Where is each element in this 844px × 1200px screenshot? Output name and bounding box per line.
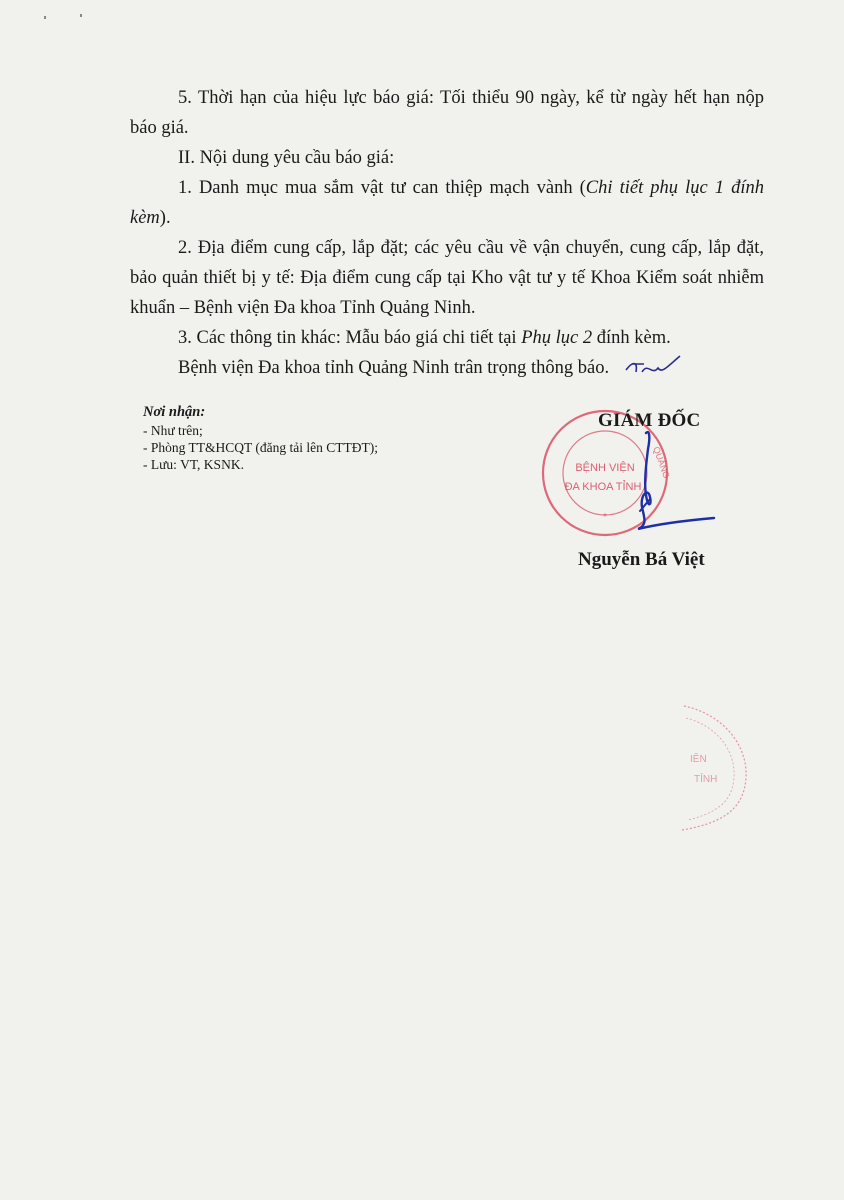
item-3-appendix-ref: Phụ lục 2 bbox=[521, 328, 593, 348]
item-2-delivery-location: 2. Địa điểm cung cấp, lắp đặt; các yêu cầu về vận chuyển, cung cấp, lắp đặt, bảo quản thiết bị y tế: Địa điểm cung cấp tại Kho vật tư y tế Khoa Kiểm soát nhiễm khuẩn – Bệnh viện Đa khoa Tỉnh Quảng Ninh. bbox=[130, 238, 764, 318]
closing-statement: Bệnh viện Đa khoa tỉnh Quảng Ninh trân trọng thông báo. bbox=[178, 358, 610, 378]
scan-speck bbox=[44, 16, 46, 19]
item-3-other-info bbox=[130, 323, 764, 353]
recipient-item: - Như trên; bbox=[143, 423, 203, 438]
item-3-close: đính kèm. bbox=[592, 328, 671, 348]
initials-mark bbox=[622, 352, 682, 382]
recipient-item: - Phòng TT&HCQT (đăng tải lên CTTĐT); bbox=[143, 440, 378, 455]
faint-seal-fragment bbox=[676, 700, 756, 835]
item-3-text: 3. Các thông tin khác: Mẫu báo giá chi tiết tại bbox=[178, 328, 522, 348]
seal-line-1: BỆNH VIỆN bbox=[575, 462, 635, 474]
signatory-title: GIÁM ĐỐC bbox=[598, 410, 701, 431]
section-2-heading: II. Nội dung yêu cầu báo giá: bbox=[178, 148, 395, 168]
item-1-text: 1. Danh mục mua sắm vật tư can thiệp mạch vành ( bbox=[178, 178, 586, 198]
signatory-name: Nguyễn Bá Việt bbox=[578, 549, 705, 570]
recipients-title: Nơi nhận: bbox=[143, 404, 206, 420]
item-1-appendix-ref: Chi tiết phụ lục 1 đính kèm bbox=[130, 178, 764, 228]
recipients-block bbox=[143, 403, 378, 473]
svg-text:*: * bbox=[603, 512, 607, 523]
recipient-item: - Lưu: VT, KSNK. bbox=[143, 457, 244, 472]
item-1-close: ). bbox=[159, 208, 171, 228]
scan-speck bbox=[80, 14, 82, 17]
seal-line-2: ĐA KHOA TỈNH bbox=[564, 481, 642, 493]
seal-ring-text: QUẢNG bbox=[651, 445, 672, 480]
svg-text:IÊN: IÊN bbox=[690, 754, 707, 765]
svg-text:TỈNH: TỈNH bbox=[694, 774, 718, 785]
handwritten-signature bbox=[610, 425, 725, 540]
item-5-validity: 5. Thời hạn của hiệu lực báo giá: Tối thiểu 90 ngày, kể từ ngày hết hạn nộp báo giá. bbox=[130, 88, 764, 138]
item-1-procurement-list bbox=[130, 173, 764, 233]
